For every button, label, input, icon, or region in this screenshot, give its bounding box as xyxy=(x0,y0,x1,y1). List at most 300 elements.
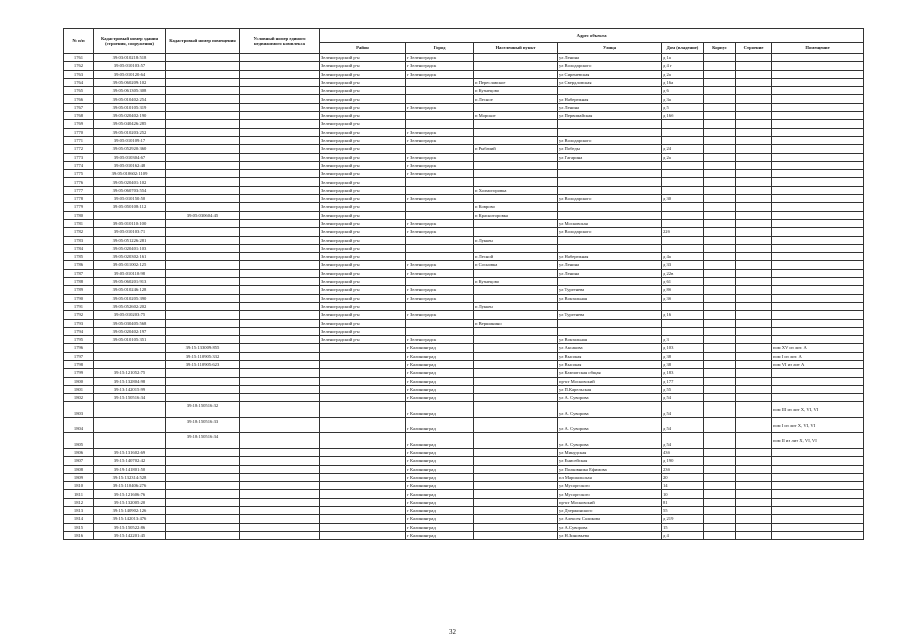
table-cell: ул Алексея Саликова xyxy=(558,515,662,523)
header-street: Улица xyxy=(558,43,662,54)
table-cell xyxy=(406,319,474,327)
table-cell xyxy=(704,70,736,78)
table-cell xyxy=(558,244,662,252)
table-cell: 1799 xyxy=(64,369,94,377)
table-cell: Зеленоградский р-н xyxy=(320,145,406,153)
table-cell xyxy=(772,136,864,144)
table-cell xyxy=(704,327,736,335)
table-cell xyxy=(240,62,320,70)
table-cell: д 61 xyxy=(662,278,704,286)
table-cell xyxy=(662,327,704,335)
table-cell: г Зеленоградск xyxy=(406,286,474,294)
table-cell xyxy=(320,402,406,418)
table-cell xyxy=(772,319,864,327)
table-cell: п Луккен xyxy=(474,236,558,244)
table-cell xyxy=(736,473,772,481)
table-cell: 1768 xyxy=(64,112,94,120)
table-cell xyxy=(736,417,772,433)
table-cell: г Зеленоградск xyxy=(406,62,474,70)
table-cell: 1807 xyxy=(64,457,94,465)
table-cell xyxy=(662,319,704,327)
table-cell: д 38 xyxy=(662,352,704,360)
table-cell: 39:05:040426:285 xyxy=(94,120,166,128)
table-cell xyxy=(320,417,406,433)
table-cell xyxy=(558,186,662,194)
table-cell xyxy=(240,531,320,539)
table-cell: 39:19:141801:50 xyxy=(94,465,166,473)
table-cell: 39:05:010402:254 xyxy=(94,95,166,103)
table-cell: Зеленоградский р-н xyxy=(320,161,406,169)
table-cell: Зеленоградский р-н xyxy=(320,170,406,178)
table-cell xyxy=(772,286,864,294)
table-cell xyxy=(240,433,320,449)
table-cell xyxy=(772,507,864,515)
table-cell: Зеленоградский р-н xyxy=(320,136,406,144)
table-cell: ул Набережная xyxy=(558,95,662,103)
table-cell: 39:05:010103:71 xyxy=(94,228,166,236)
table-cell xyxy=(94,402,166,418)
table-cell: 39:15:131602:69 xyxy=(94,448,166,456)
table-cell: ул Первомайская xyxy=(558,112,662,120)
table-cell: ул Набережная xyxy=(558,253,662,261)
table-cell xyxy=(166,286,240,294)
table-cell xyxy=(736,377,772,385)
table-cell: ул Володарского xyxy=(558,136,662,144)
table-cell xyxy=(772,385,864,393)
table-cell xyxy=(166,54,240,62)
table-cell xyxy=(166,87,240,95)
table-cell: 1762 xyxy=(64,62,94,70)
table-cell xyxy=(736,482,772,490)
header-cad-room: Кадастровый номер помещения xyxy=(166,29,240,54)
table-cell: Зеленоградский р-н xyxy=(320,186,406,194)
table-cell: г Зеленоградск xyxy=(406,261,474,269)
table-cell: г Зеленоградск xyxy=(406,103,474,111)
table-cell xyxy=(474,498,558,506)
table-cell: 39:05:010105:319 xyxy=(94,103,166,111)
table-cell: ул А. Суворова xyxy=(558,433,662,449)
table-cell xyxy=(166,170,240,178)
table-cell: 1773 xyxy=(64,153,94,161)
table-cell: 39:05:060201:913 xyxy=(94,278,166,286)
table-cell xyxy=(474,490,558,498)
table-cell: 14 xyxy=(662,482,704,490)
table-row xyxy=(64,211,864,219)
table-cell xyxy=(704,253,736,261)
table-cell xyxy=(240,278,320,286)
table-cell xyxy=(772,490,864,498)
table-cell: 23б xyxy=(662,465,704,473)
table-cell xyxy=(662,128,704,136)
table-cell xyxy=(166,319,240,327)
table-row xyxy=(64,70,864,78)
table-cell: 1775 xyxy=(64,170,94,178)
table-cell xyxy=(320,433,406,449)
table-cell xyxy=(406,120,474,128)
table-cell: г Калининград xyxy=(406,531,474,539)
table-cell: д 54 xyxy=(662,402,704,418)
table-cell: 39:05:010105:351 xyxy=(94,336,166,344)
table-cell xyxy=(736,219,772,227)
table-cell xyxy=(166,336,240,344)
table-cell xyxy=(320,482,406,490)
table-cell xyxy=(662,203,704,211)
table-cell xyxy=(704,186,736,194)
table-cell: 39:05:030405:568 xyxy=(94,319,166,327)
table-cell: г Калининград xyxy=(406,465,474,473)
table-row xyxy=(64,253,864,261)
table-cell xyxy=(320,490,406,498)
table-cell: 1782 xyxy=(64,228,94,236)
table-cell xyxy=(662,211,704,219)
table-cell xyxy=(240,153,320,161)
table-cell xyxy=(406,203,474,211)
table-cell: 20 xyxy=(662,473,704,481)
table-cell: д 30 xyxy=(662,195,704,203)
table-cell: 43б xyxy=(662,448,704,456)
table-cell xyxy=(736,228,772,236)
table-cell: 1790 xyxy=(64,294,94,302)
table-cell: 1787 xyxy=(64,269,94,277)
table-row xyxy=(64,523,864,531)
table-cell: д 22в xyxy=(662,269,704,277)
table-cell: 1770 xyxy=(64,128,94,136)
table-cell xyxy=(736,286,772,294)
page-number: 32 xyxy=(449,628,456,636)
table-cell xyxy=(240,377,320,385)
table-row xyxy=(64,153,864,161)
table-cell xyxy=(704,448,736,456)
table-row xyxy=(64,112,864,120)
table-cell xyxy=(320,360,406,368)
table-cell xyxy=(240,178,320,186)
table-cell xyxy=(240,145,320,153)
table-cell: Зеленоградский р-н xyxy=(320,219,406,227)
table-cell: д 2а xyxy=(662,153,704,161)
table-cell: 1765 xyxy=(64,87,94,95)
table-cell: Зеленоградский р-н xyxy=(320,261,406,269)
table-cell xyxy=(474,377,558,385)
table-cell: г Зеленоградск xyxy=(406,311,474,319)
table-cell: 1801 xyxy=(64,385,94,393)
table-cell: д 16 xyxy=(662,311,704,319)
table-row xyxy=(64,498,864,506)
table-cell: Зеленоградский р-н xyxy=(320,112,406,120)
table-cell xyxy=(240,70,320,78)
table-cell: 39:15:140902:126 xyxy=(94,507,166,515)
table-cell: Зеленоградский р-н xyxy=(320,128,406,136)
table-cell xyxy=(406,78,474,86)
table-cell: ул Володарского xyxy=(558,62,662,70)
table-cell xyxy=(474,54,558,62)
table-cell: ул Тургенева xyxy=(558,311,662,319)
table-cell xyxy=(166,377,240,385)
header-room: Помещение xyxy=(772,43,864,54)
table-cell: 1809 xyxy=(64,473,94,481)
table-cell xyxy=(772,170,864,178)
header-city: Город xyxy=(406,43,474,54)
table-cell xyxy=(166,385,240,393)
table-cell: 1805 xyxy=(64,433,94,449)
table-cell: 1795 xyxy=(64,336,94,344)
table-cell: ул Енисейская xyxy=(558,457,662,465)
table-cell xyxy=(166,490,240,498)
table-cell xyxy=(558,120,662,128)
table-cell xyxy=(558,170,662,178)
table-cell: пом XV из лит. А xyxy=(772,344,864,352)
table-cell xyxy=(406,95,474,103)
table-cell xyxy=(406,87,474,95)
table-cell xyxy=(240,136,320,144)
table-cell xyxy=(474,170,558,178)
table-cell: п Луккен xyxy=(474,302,558,310)
table-cell xyxy=(320,465,406,473)
table-cell xyxy=(166,515,240,523)
table-cell xyxy=(772,531,864,539)
table-cell xyxy=(704,170,736,178)
table-cell: 1808 xyxy=(64,465,94,473)
table-row xyxy=(64,228,864,236)
table-cell: п Лесное xyxy=(474,95,558,103)
table-cell xyxy=(240,523,320,531)
table-cell xyxy=(320,377,406,385)
table-cell xyxy=(240,302,320,310)
table-cell: г Калининград xyxy=(406,344,474,352)
table-row xyxy=(64,87,864,95)
table-cell xyxy=(736,394,772,402)
table-cell: д 1а xyxy=(662,54,704,62)
table-cell: 39:05:010120:64 xyxy=(94,70,166,78)
table-cell: 1792 xyxy=(64,311,94,319)
table-cell: г Калининград xyxy=(406,507,474,515)
table-cell xyxy=(704,54,736,62)
table-cell xyxy=(772,369,864,377)
table-cell xyxy=(704,78,736,86)
table-cell: 39:05:050108:112 xyxy=(94,203,166,211)
table-cell: пом II из лит Х, VI, VI xyxy=(772,433,864,449)
table-cell xyxy=(240,352,320,360)
table-cell xyxy=(704,128,736,136)
table-cell xyxy=(736,490,772,498)
table-cell: г Зеленоградск xyxy=(406,294,474,302)
table-cell xyxy=(704,498,736,506)
table-cell xyxy=(772,278,864,286)
table-cell xyxy=(558,319,662,327)
table-cell xyxy=(662,186,704,194)
table-cell xyxy=(240,448,320,456)
table-cell xyxy=(662,120,704,128)
table-cell: д 3б xyxy=(662,294,704,302)
table-cell xyxy=(704,136,736,144)
table-cell xyxy=(166,62,240,70)
table-cell xyxy=(240,87,320,95)
table-cell xyxy=(772,448,864,456)
table-cell xyxy=(240,103,320,111)
table-cell xyxy=(704,95,736,103)
table-cell xyxy=(704,195,736,203)
table-cell: д 54 xyxy=(662,417,704,433)
table-cell: 39:05:060209:102 xyxy=(94,78,166,86)
table-cell xyxy=(736,145,772,153)
table-cell xyxy=(736,195,772,203)
table-cell: п Коврово xyxy=(474,203,558,211)
table-cell: Зеленоградский р-н xyxy=(320,153,406,161)
header-district: Район xyxy=(320,43,406,54)
table-cell xyxy=(736,531,772,539)
table-cell: г Калининград xyxy=(406,402,474,418)
table-cell xyxy=(240,269,320,277)
table-cell xyxy=(558,87,662,95)
table-cell: ул Н.Зиновьева xyxy=(558,531,662,539)
table-row xyxy=(64,120,864,128)
table-cell: ул Победы xyxy=(558,145,662,153)
table-cell xyxy=(736,236,772,244)
table-cell xyxy=(558,178,662,186)
table-cell: Зеленоградский р-н xyxy=(320,294,406,302)
table-cell xyxy=(662,170,704,178)
table-cell: д 3а xyxy=(662,95,704,103)
table-row xyxy=(64,269,864,277)
table-cell: г Калининград xyxy=(406,433,474,449)
table-cell xyxy=(736,498,772,506)
table-cell: д 38 xyxy=(662,360,704,368)
table-cell: д 5 xyxy=(662,103,704,111)
table-cell: п Холмогоровка xyxy=(474,186,558,194)
table-cell: г Калининград xyxy=(406,385,474,393)
table-cell xyxy=(474,219,558,227)
table-cell: г Зеленоградск xyxy=(406,128,474,136)
table-cell xyxy=(474,457,558,465)
table-row xyxy=(64,195,864,203)
table-cell xyxy=(474,244,558,252)
table-cell: 1796 xyxy=(64,344,94,352)
table-cell xyxy=(474,269,558,277)
table-cell xyxy=(704,507,736,515)
table-cell xyxy=(320,473,406,481)
table-row xyxy=(64,457,864,465)
table-cell xyxy=(772,178,864,186)
table-cell: 1793 xyxy=(64,319,94,327)
table-cell: ул Гагарина xyxy=(558,153,662,161)
table-cell xyxy=(320,515,406,523)
table-cell: 39:18:150516:34 xyxy=(166,433,240,449)
table-row xyxy=(64,278,864,286)
table-cell: 1813 xyxy=(64,507,94,515)
table-cell: Зеленоградский р-н xyxy=(320,302,406,310)
table-cell: г Калининград xyxy=(406,394,474,402)
table-cell: ул Ленина xyxy=(558,261,662,269)
table-cell xyxy=(704,473,736,481)
table-cell: г Калининград xyxy=(406,457,474,465)
table-cell: 39:05:010203:252 xyxy=(94,128,166,136)
table-row xyxy=(64,465,864,473)
table-row xyxy=(64,161,864,169)
table-cell xyxy=(474,336,558,344)
table-cell xyxy=(736,261,772,269)
table-cell: д 4а xyxy=(662,253,704,261)
table-cell: 39:05:020402:197 xyxy=(94,327,166,335)
table-row xyxy=(64,402,864,418)
table-cell xyxy=(166,95,240,103)
table-cell xyxy=(474,360,558,368)
table-cell: ул Ленина xyxy=(558,54,662,62)
table-cell: Зеленоградский р-н xyxy=(320,203,406,211)
table-row xyxy=(64,369,864,377)
table-cell: 1781 xyxy=(64,219,94,227)
table-cell: 39:18:150516:33 xyxy=(166,417,240,433)
header-settlement: Населенный пункт xyxy=(474,43,558,54)
table-cell xyxy=(406,278,474,286)
table-cell xyxy=(736,385,772,393)
table-cell xyxy=(166,161,240,169)
table-cell xyxy=(166,327,240,335)
table-cell xyxy=(166,195,240,203)
table-cell: 10 xyxy=(662,490,704,498)
table-cell xyxy=(704,344,736,352)
table-cell xyxy=(166,465,240,473)
table-cell: пр-кт Московский xyxy=(558,498,662,506)
table-cell xyxy=(704,87,736,95)
table-cell xyxy=(240,507,320,515)
table-cell xyxy=(240,385,320,393)
table-cell xyxy=(166,507,240,515)
table-cell xyxy=(736,433,772,449)
table-row xyxy=(64,78,864,86)
table-cell xyxy=(166,531,240,539)
table-cell xyxy=(704,153,736,161)
table-cell: ул Минудская xyxy=(558,448,662,456)
table-cell xyxy=(558,278,662,286)
table-cell xyxy=(240,186,320,194)
table-cell xyxy=(704,433,736,449)
table-cell: 39:18:150516:32 xyxy=(166,402,240,418)
table-cell xyxy=(320,344,406,352)
table-cell xyxy=(704,145,736,153)
table-cell: Зеленоградский р-н xyxy=(320,62,406,70)
table-cell xyxy=(474,482,558,490)
table-cell xyxy=(736,178,772,186)
table-cell xyxy=(704,336,736,344)
table-cell xyxy=(772,457,864,465)
table-cell xyxy=(704,269,736,277)
table-cell: 1784 xyxy=(64,244,94,252)
table-cell xyxy=(166,278,240,286)
table-cell: п Кузнецово xyxy=(474,278,558,286)
table-row xyxy=(64,515,864,523)
table-body xyxy=(64,54,864,540)
table-row xyxy=(64,417,864,433)
table-cell xyxy=(736,465,772,473)
table-cell: пом I из лит Х, VI, VI xyxy=(772,417,864,433)
table-cell xyxy=(474,153,558,161)
table-cell: 39:05:010110:100 xyxy=(94,219,166,227)
table-cell xyxy=(662,161,704,169)
table-cell: ул Высокая xyxy=(558,360,662,368)
table-cell: 1764 xyxy=(64,78,94,86)
table-row xyxy=(64,136,864,144)
table-cell xyxy=(474,103,558,111)
table-row xyxy=(64,377,864,385)
table-cell xyxy=(240,120,320,128)
table-cell xyxy=(736,112,772,120)
table-cell xyxy=(474,62,558,70)
table-cell: 1810 xyxy=(64,482,94,490)
table-cell xyxy=(240,219,320,227)
table-cell: Зеленоградский р-н xyxy=(320,211,406,219)
table-cell: ул Володарского xyxy=(558,195,662,203)
table-cell xyxy=(772,120,864,128)
table-cell: 39:05:020402:190 xyxy=(94,112,166,120)
